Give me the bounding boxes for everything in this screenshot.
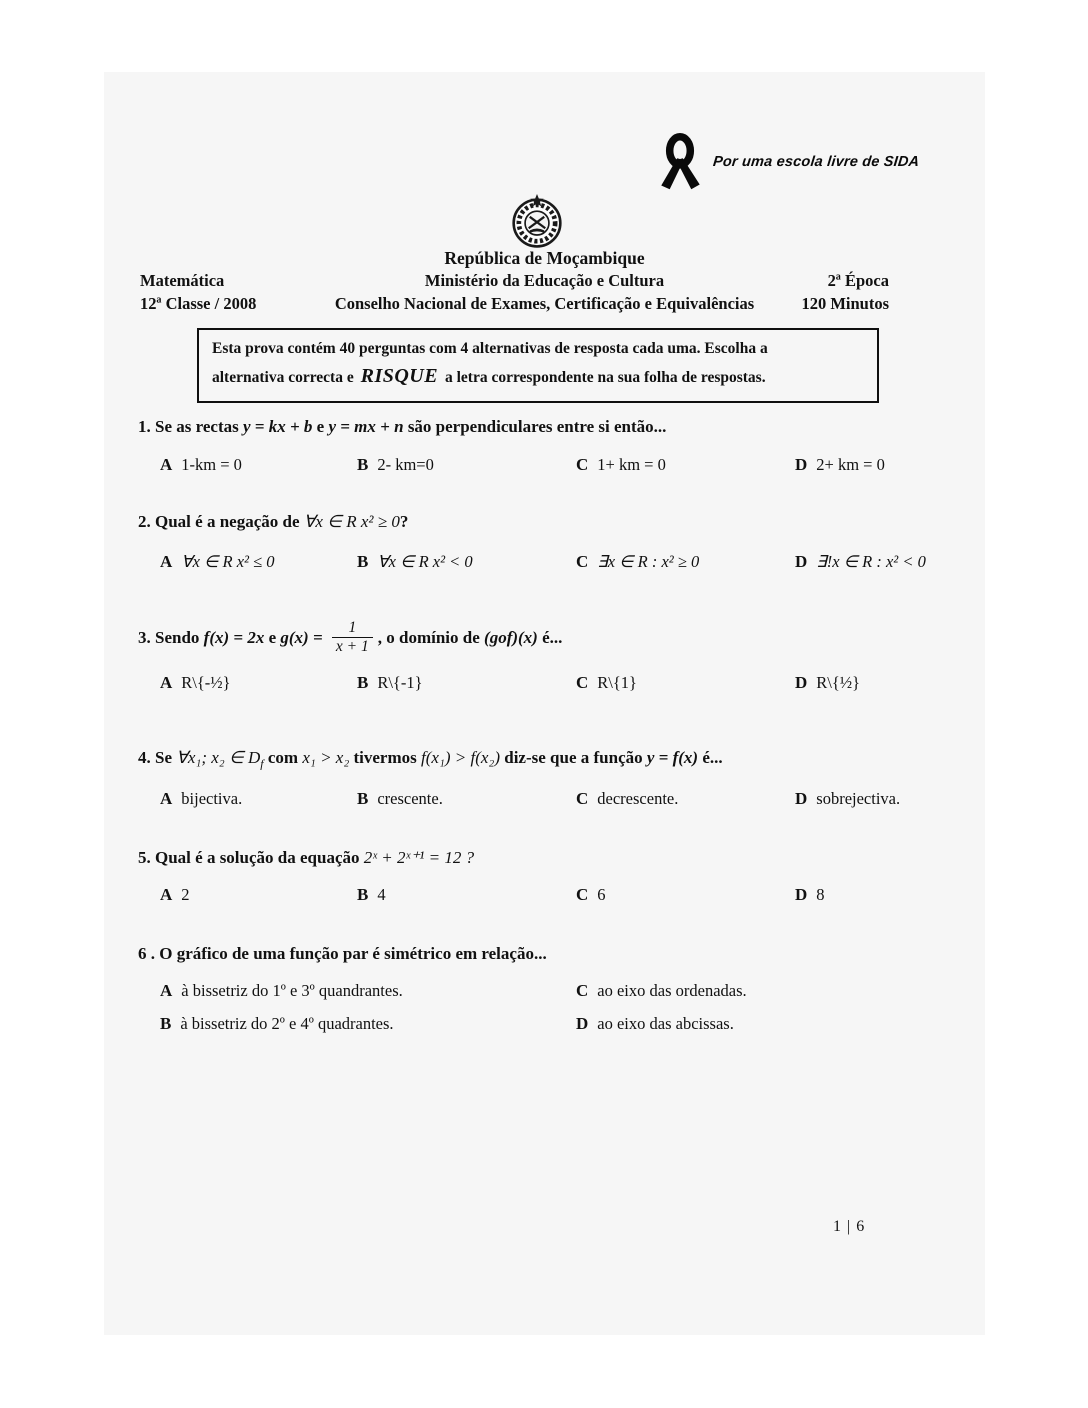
question-6-statement — [138, 944, 985, 964]
q2-math-1: ∀x ∈ R x² ≥ 0 — [303, 512, 400, 531]
question-6-options-row-1 — [104, 981, 985, 1007]
option-1-b — [357, 455, 434, 475]
instructions-line2-prefix: alternativa correcta e — [212, 369, 358, 387]
option-4-b — [357, 789, 443, 809]
option-1-d — [795, 455, 885, 475]
question-2-statement — [138, 512, 985, 532]
q1-math-2: y = mx + n — [328, 417, 404, 436]
option-letter: D — [576, 1014, 589, 1033]
question-2-options — [104, 552, 985, 578]
option-text: 6 — [597, 885, 606, 904]
q2-text-2: ? — [399, 512, 409, 531]
q1-text-3: são perpendiculares entre si então... — [403, 417, 667, 436]
option-3-b — [357, 673, 423, 693]
q4-math-3: f(x₁) > f(x₂) — [421, 748, 500, 767]
option-4-c — [576, 789, 678, 809]
q3-text-4: é... — [537, 628, 563, 648]
campaign-slogan: Por uma escola livre de SIDA — [712, 154, 921, 170]
option-6-d — [576, 1014, 734, 1034]
q3-math-2: g(x) = — [280, 628, 327, 648]
option-text: 4 — [377, 885, 386, 904]
q4-math-2: x₁ > x₂ — [302, 748, 350, 767]
option-letter: A — [160, 455, 173, 474]
option-5-b — [357, 885, 386, 905]
option-text: R\{-1} — [377, 673, 423, 692]
option-text: sobrejectiva. — [816, 789, 901, 808]
option-3-d — [795, 673, 860, 693]
q4-math-1-sub: f — [260, 756, 264, 771]
option-6-a — [160, 981, 403, 1001]
option-letter: D — [795, 455, 808, 474]
option-letter: A — [160, 552, 173, 571]
option-text: crescente. — [377, 789, 443, 808]
option-letter: C — [576, 455, 589, 474]
option-letter: B — [357, 455, 369, 474]
option-text: bijectiva. — [181, 789, 243, 808]
option-text: R\{1} — [597, 673, 637, 692]
exam-page — [104, 72, 985, 1335]
q1-text: 1. Se as rectas — [138, 417, 243, 436]
question-5-statement — [138, 848, 985, 868]
option-letter: A — [160, 885, 173, 904]
option-text: 8 — [816, 885, 825, 904]
option-2-b — [357, 552, 473, 572]
question-6-options-row-2 — [104, 1014, 985, 1040]
mozambique-emblem-icon — [511, 193, 563, 254]
option-text: ao eixo das ordenadas. — [597, 981, 747, 1000]
q4-text-5: é... — [698, 748, 723, 767]
q1-text-2: e — [312, 417, 329, 436]
question-4-statement — [138, 748, 985, 771]
option-5-c — [576, 885, 606, 905]
option-letter: C — [576, 789, 589, 808]
option-letter: B — [160, 1014, 172, 1033]
q3-text-3: , o domínio de — [377, 628, 485, 648]
q3-fraction — [332, 619, 373, 656]
instructions-box — [197, 328, 879, 403]
question-1-options — [104, 455, 985, 481]
option-4-d — [795, 789, 900, 809]
header-row-1 — [104, 271, 985, 293]
option-2-d — [795, 552, 926, 572]
q4-text-2: com — [263, 748, 303, 767]
option-letter: C — [576, 885, 589, 904]
option-5-d — [795, 885, 825, 905]
option-text: 2+ km = 0 — [816, 455, 885, 474]
option-letter: A — [160, 789, 173, 808]
option-text: 1-km = 0 — [181, 455, 242, 474]
option-text: R\{-½} — [181, 673, 231, 692]
question-4-options — [104, 789, 985, 815]
option-letter: D — [795, 673, 808, 692]
option-6-c — [576, 981, 747, 1001]
option-text: ∀x ∈ R x² < 0 — [377, 552, 473, 571]
ministry-label: Ministério da Educação e Cultura — [424, 271, 665, 290]
duration-label: 120 Minutos — [801, 294, 889, 313]
question-3-statement — [138, 621, 985, 658]
instructions-line1: Esta prova contém 40 perguntas com 4 alternativas de resposta cada uma. Escolha a — [212, 340, 768, 357]
option-text: ∀x ∈ R x² ≤ 0 — [181, 552, 275, 571]
q4-text-4: diz-se que a função — [500, 748, 647, 767]
page-number: 1 | 6 — [833, 1218, 866, 1235]
option-text: ∃!x ∈ R : x² < 0 — [816, 552, 926, 571]
option-text: decrescente. — [597, 789, 679, 808]
aids-ribbon-icon — [657, 132, 703, 192]
question-1-statement — [138, 417, 985, 437]
option-letter: D — [795, 885, 808, 904]
question-3-options — [104, 673, 985, 699]
q5-math-1: 2ˣ + 2ˣ⁺¹ = 12 ? — [363, 848, 475, 867]
option-letter: A — [160, 673, 173, 692]
option-letter: B — [357, 789, 369, 808]
option-text: ao eixo das abcissas. — [597, 1014, 734, 1033]
option-letter: D — [795, 552, 808, 571]
q6-text: 6 . O gráfico de uma função par é simétrico em relação... — [138, 944, 547, 963]
instructions-emphasis: RISQUE — [360, 365, 439, 388]
option-3-a — [160, 673, 231, 693]
council-label: Conselho Nacional de Exames, Certificação e Equivalências — [334, 294, 755, 313]
option-text: 1+ km = 0 — [597, 455, 666, 474]
subject-label: Matemática — [140, 271, 225, 290]
option-letter: B — [357, 885, 369, 904]
option-1-c — [576, 455, 666, 475]
option-letter: B — [357, 673, 369, 692]
fraction-denominator: x + 1 — [332, 637, 373, 656]
option-letter: C — [576, 673, 589, 692]
option-4-a — [160, 789, 242, 809]
option-text: R\{½} — [816, 673, 861, 692]
q2-text: 2. Qual é a negação de — [138, 512, 304, 531]
header-row-2 — [104, 294, 985, 316]
q5-text: 5. Qual é a solução da equação — [138, 848, 364, 867]
campaign-banner — [657, 132, 919, 192]
epoch-label: 2ª Época — [827, 271, 889, 290]
option-letter: B — [357, 552, 369, 571]
option-letter: A — [160, 981, 173, 1000]
instructions-line2-suffix: a letra correspondente na sua folha de respostas. — [441, 369, 766, 387]
q3-text: 3. Sendo — [138, 628, 204, 648]
option-5-a — [160, 885, 190, 905]
option-letter: C — [576, 981, 589, 1000]
q3-math-1: f(x) = 2x — [203, 628, 265, 648]
q4-text: 4. Se — [138, 748, 177, 767]
country-title: República de Moçambique — [444, 248, 645, 268]
q1-math-1: y = kx + b — [242, 417, 313, 436]
option-text: à bissetriz do 1º e 3º quandrantes. — [181, 981, 403, 1000]
option-3-c — [576, 673, 637, 693]
option-text: 2- km=0 — [377, 455, 434, 474]
option-letter: D — [795, 789, 808, 808]
fraction-numerator: 1 — [348, 619, 357, 636]
q3-math-3: (gof)(x) — [484, 628, 538, 648]
option-text: ∃x ∈ R : x² ≥ 0 — [597, 552, 700, 571]
option-text: à bissetriz do 2º e 4º quadrantes. — [180, 1014, 394, 1033]
question-5-options — [104, 885, 985, 911]
option-2-c — [576, 552, 699, 572]
option-6-b — [160, 1014, 394, 1034]
q4-math-4: y = f(x) — [646, 748, 699, 767]
option-1-a — [160, 455, 242, 475]
option-2-a — [160, 552, 275, 572]
option-text: 2 — [181, 885, 190, 904]
q3-text-2: e — [264, 628, 281, 648]
option-letter: C — [576, 552, 589, 571]
q4-math-1: ∀x₁; x₂ ∈ D — [176, 748, 261, 767]
class-year-label: 12ª Classe / 2008 — [140, 294, 257, 313]
q4-text-3: tivermos — [349, 748, 422, 767]
